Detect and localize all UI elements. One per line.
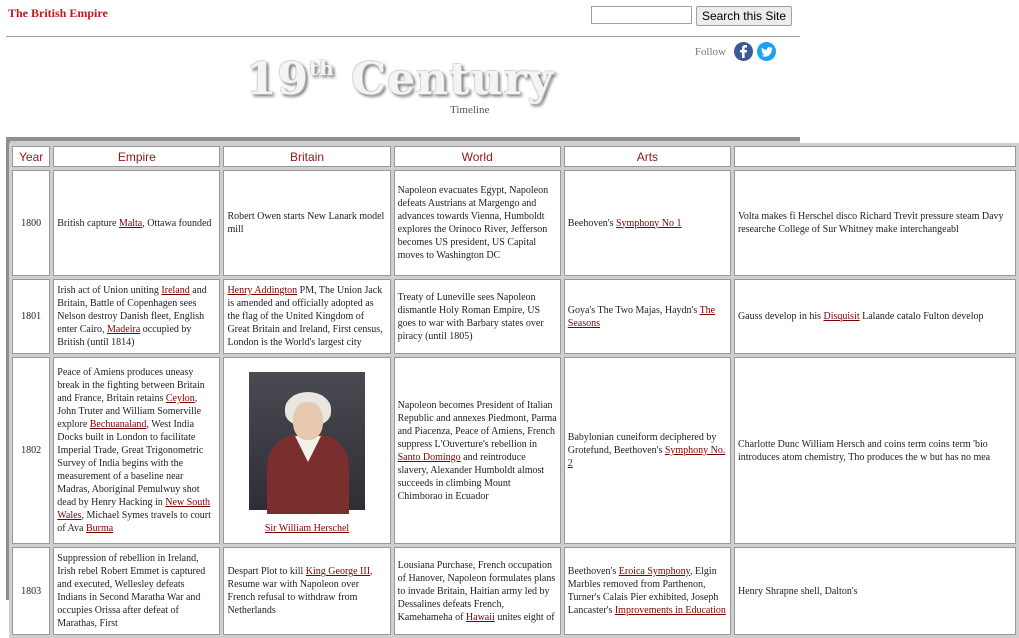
cell-text: Gauss develop in his [737, 311, 824, 322]
timeline-link[interactable]: Disquisit [823, 311, 860, 322]
table-row [12, 357, 1016, 544]
science-cell [734, 170, 1016, 276]
cell-text: British capture [57, 217, 119, 229]
arts-cell [564, 547, 731, 635]
cell-text: Irish act of Union uniting [57, 285, 162, 296]
cell-text: Napoleon evacuates Egypt, Napoleon defeats Austrians at Margengo and advances towards Vienna, Humboldt explores the Orinoco River, Jefferson becomes US president, US Capital moves to Washington DC [397, 185, 549, 261]
timeline-link[interactable]: King George III [305, 566, 371, 577]
cell-text: , Resume war with Napoleon over French refusal to withdraw from Netherlands [227, 566, 373, 616]
science-cell [734, 279, 1016, 354]
column-header-world: World [394, 146, 561, 167]
page-heading [0, 54, 800, 116]
world-cell [394, 547, 561, 635]
cell-text: Beehoven's [567, 217, 616, 229]
timeline-link[interactable]: Improvements in Education [614, 605, 726, 616]
britain-cell [223, 547, 390, 635]
world-cell [394, 357, 561, 544]
timeline-link[interactable]: Malta [118, 217, 143, 229]
timeline-link[interactable]: Eroica Symphony [618, 566, 691, 577]
cell-text: Babylonian cuneiform deciphered by Grotefund, Beethoven's [567, 432, 717, 456]
britain-cell [223, 170, 390, 276]
britain-cell [223, 279, 390, 354]
table-header-row [12, 146, 1016, 167]
year-cell: 1801 [12, 279, 50, 354]
cell-text: Robert Owen starts New Lanark model mill [227, 211, 385, 235]
year-cell: 1800 [12, 170, 50, 276]
cell-text: , Ottawa founded [142, 217, 212, 229]
empire-cell [53, 547, 220, 635]
cell-text: PM, The Union Jack is amended and officially adopted as the flag of the United Kingdom of Great Britain and Ireland, First census, London is the World's largest city [227, 285, 383, 348]
empire-cell [53, 357, 220, 544]
site-logo-link[interactable]: The British Empire [8, 6, 108, 20]
empire-cell [53, 170, 220, 276]
arts-cell [564, 357, 731, 544]
science-cell [734, 357, 1016, 544]
timeline-link[interactable]: Santo Domingo [397, 451, 461, 463]
cell-text: Lalande catalo Fulton develop [859, 311, 984, 322]
title-number: 19 [245, 54, 310, 105]
cell-text: Volta makes fi Herschel disco Richard Trevit pressure steam Davy researche College of Sur Whitney make interchangeabl [737, 211, 1004, 235]
column-header-empire: Empire [53, 146, 220, 167]
year-cell: 1803 [12, 547, 50, 635]
timeline-link[interactable]: Ceylon [165, 393, 195, 404]
cell-text: , John Truter and William Somerville explore [57, 393, 202, 430]
timeline-link[interactable]: The Seasons [567, 304, 716, 329]
header-divider [6, 36, 800, 37]
timeline-link[interactable]: Madeira [106, 324, 141, 335]
timeline-link[interactable]: Henry Addington [227, 285, 298, 296]
cell-text: Despart Plot to kill [227, 566, 306, 577]
cell-text: and Britain, Battle of Copenhagen sees Nelson destroy Danish fleet, English enter Cairo, [57, 285, 207, 335]
cell-text: Napoleon becomes President of Italian Republic and annexes Piedmont, Parma and Piacenza, Peace of Amiens, French suppress L'Ouverture's rebellion in [397, 399, 557, 450]
timeline-link[interactable]: New South Wales [57, 497, 211, 521]
cell-text: Treaty of Luneville sees Napoleon dismantle Holy Roman Empire, US goes to war with Barbary states over piracy (until 1805) [397, 291, 544, 342]
column-header-britain: Britain [223, 146, 390, 167]
timeline-link[interactable]: Ireland [161, 285, 190, 296]
timeline-link[interactable]: Burma [85, 523, 114, 534]
column-header-arts: Arts [564, 146, 731, 167]
search-input[interactable] [591, 6, 692, 24]
page-title [0, 54, 800, 105]
cell-text: Charlotte Dunc William Hersch and coins term coins term 'bio introduces atom chemistry, Tho produces the w but has no mea [737, 438, 991, 463]
portrait-face [293, 402, 323, 440]
cell-text: and reintroduce slavery, Alexander Humboldt almost succeeds in climbing Mount Chimborao in Ecuador [397, 451, 545, 502]
cell-text: Goya's The Two Majas, Haydn's [567, 304, 700, 316]
timeline-table [9, 143, 1019, 638]
world-cell [394, 279, 561, 354]
column-header-science [734, 146, 1016, 167]
timeline-link[interactable]: Symphony No 1 [615, 217, 682, 229]
cell-text: , Michael Symes travels to court of Ava [57, 510, 211, 534]
cell-text: unites eight of [494, 611, 555, 623]
title-suffix: th [309, 56, 335, 80]
science-cell [734, 547, 1016, 635]
table-row [12, 279, 1016, 354]
timeline-link[interactable]: Symphony No. 2 [567, 445, 726, 469]
cell-text: , West India Docks built in London to facilitate Imperial Trade, Great Trigonometric Survey of India begins with the measurement of a baseline near Madras, Aboriginal Pemulwuy shot dead by Henry Hacking in [57, 419, 204, 508]
britain-cell [223, 357, 390, 544]
timeline-link[interactable]: Bechuanaland [89, 419, 147, 430]
cell-text: Suppression of rebellion in Ireland, Irish rebel Robert Emmet is captured and executed, Wellesley defeats Indians in Second Maratha War and occupies Orissa after defeat of Marathas, First [57, 553, 206, 629]
site-search [591, 6, 792, 26]
cell-text: Henry Shrapne shell, Dalton's [737, 585, 858, 597]
cell-text: Lousiana Purchase, French occupation of Hanover, Napoleon formulates plans to invade Britain, Haitian army led by Dessalines defeats French, Kamehameha of [397, 559, 556, 623]
herschel-portrait[interactable] [249, 372, 365, 510]
timeline-table-container[interactable] [6, 137, 1004, 629]
cell-text: Peace of Amiens produces uneasy break in the fighting between Britain and France, Britain retains [57, 367, 205, 404]
portrait-caption-link[interactable]: Sir William Herschel [264, 523, 350, 534]
arts-cell [564, 279, 731, 354]
empire-cell [53, 279, 220, 354]
table-row [12, 547, 1016, 635]
arts-cell [564, 170, 731, 276]
timeline-body [12, 170, 1016, 635]
table-row [12, 170, 1016, 276]
search-button[interactable]: Search this Site [696, 6, 792, 26]
timeline-link[interactable]: Hawaii [465, 611, 495, 623]
year-cell: 1802 [12, 357, 50, 544]
cell-text: occupied by British (until 1814) [57, 324, 192, 348]
page-subtitle: Timeline [450, 104, 490, 116]
column-header-year: Year [12, 146, 50, 167]
cell-text: , Elgin Marbles removed from Parthenon, Turner's Calais Pier exhibited, Joseph Lancaster's [567, 566, 719, 616]
world-cell [394, 170, 561, 276]
follow-label: Follow [694, 45, 726, 58]
title-word: Century [351, 54, 555, 105]
cell-text: Beethoven's [567, 566, 619, 577]
